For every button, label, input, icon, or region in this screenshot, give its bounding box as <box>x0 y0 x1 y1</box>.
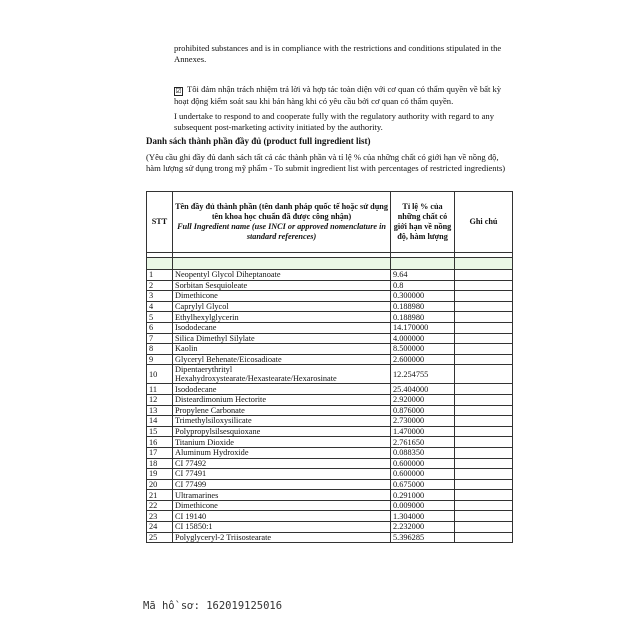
cell-stt: 10 <box>147 365 173 384</box>
cell-name: Polyglyceryl-2 Triisostearate <box>173 532 391 543</box>
cell-stt: 20 <box>147 479 173 490</box>
table-row <box>147 500 513 511</box>
record-number: Mã hồ sơ: 162019125016 <box>143 600 283 612</box>
cell-note <box>455 416 513 427</box>
cell-name: Isododecane <box>173 384 391 395</box>
cell-stt: 22 <box>147 500 173 511</box>
cell-note <box>455 437 513 448</box>
table-row <box>147 416 513 427</box>
cell-name: Ultramarines <box>173 490 391 501</box>
cell-name: Isododecane <box>173 322 391 333</box>
cell-stt: 25 <box>147 532 173 543</box>
cell-pct: 2.920000 <box>391 394 455 405</box>
cell-stt: 23 <box>147 511 173 522</box>
cell-pct: 0.300000 <box>391 291 455 302</box>
cell-stt: 2 <box>147 280 173 291</box>
cell-note <box>455 511 513 522</box>
header-ingredient-name <box>173 192 391 253</box>
cell-pct: 0.600000 <box>391 458 455 469</box>
cell-stt: 3 <box>147 291 173 302</box>
cell-name: Titanium Dioxide <box>173 437 391 448</box>
section-instruction: (Yêu cầu ghi đầy đủ danh sách tất cả các thành phần và tỉ lệ % của những chất có giới hạn về nồng độ, hàm lượng sử dụng trong mỹ phẩm - To submit ingredient list with percentages of restricted ingredients) <box>146 152 506 173</box>
table-row <box>147 437 513 448</box>
cell-note <box>455 479 513 490</box>
ingredient-table <box>146 191 513 543</box>
table-row <box>147 344 513 355</box>
cell-pct: 2.730000 <box>391 416 455 427</box>
cell-stt: 11 <box>147 384 173 395</box>
cell-note <box>455 458 513 469</box>
cell-pct: 0.600000 <box>391 469 455 480</box>
table-row <box>147 291 513 302</box>
header-note: Ghi chú <box>455 192 513 253</box>
cell-note <box>455 469 513 480</box>
cell-note <box>455 270 513 281</box>
cell-name: CI 15850:1 <box>173 522 391 533</box>
cell-stt: 13 <box>147 405 173 416</box>
cell-stt: 17 <box>147 447 173 458</box>
cell-name: CI 77491 <box>173 469 391 480</box>
cell-note <box>455 500 513 511</box>
cell-stt: 1 <box>147 270 173 281</box>
cell-stt: 16 <box>147 437 173 448</box>
cell-name: Caprylyl Glycol <box>173 301 391 312</box>
cell-pct: 0.876000 <box>391 405 455 416</box>
cell-name: Trimethylsiloxysilicate <box>173 416 391 427</box>
commitment-paragraph-en: I undertake to respond to and cooperate fully with the regulatory authority with regard to any subsequent post-marketing activity initiated by the authority. <box>174 111 495 132</box>
cell-stt: 8 <box>147 344 173 355</box>
cell-note <box>455 291 513 302</box>
cell-name: Dipentaerythrityl Hexahydroxystearate/Hexastearate/Hexarosinate <box>173 365 391 384</box>
cell-name: Glyceryl Behenate/Eicosadioate <box>173 354 391 365</box>
cell-name: CI 19140 <box>173 511 391 522</box>
compliance-paragraph: prohibited substances and is in compliance with the restrictions and conditions stipulated in the Annexes. <box>174 43 502 64</box>
cell-note <box>455 354 513 365</box>
cell-pct: 25.404000 <box>391 384 455 395</box>
table-row <box>147 354 513 365</box>
table-row <box>147 333 513 344</box>
cell-note <box>455 522 513 533</box>
cell-note <box>455 490 513 501</box>
cell-pct: 0.675000 <box>391 479 455 490</box>
cell-stt: 24 <box>147 522 173 533</box>
cell-name: Sorbitan Sesquioleate <box>173 280 391 291</box>
table-header-row <box>147 192 513 253</box>
cell-name: Dimethicone <box>173 500 391 511</box>
header-name-en: Full Ingredient name (use INCI or approved nomenclature in standard references) <box>177 222 386 241</box>
table-highlight-row <box>147 258 513 270</box>
table-row <box>147 532 513 543</box>
table-row <box>147 490 513 501</box>
cell-note <box>455 333 513 344</box>
cell-name: Silica Dimethyl Silylate <box>173 333 391 344</box>
cell-stt: 12 <box>147 394 173 405</box>
cell-stt: 6 <box>147 322 173 333</box>
cell-name: CI 77499 <box>173 479 391 490</box>
cell-pct: 2.600000 <box>391 354 455 365</box>
cell-pct: 1.470000 <box>391 426 455 437</box>
cell-name: Dimethicone <box>173 291 391 302</box>
table-row <box>147 479 513 490</box>
cell-stt: 21 <box>147 490 173 501</box>
table-row <box>147 365 513 384</box>
cell-note <box>455 405 513 416</box>
commitment-text-vi: Tôi đảm nhận trách nhiệm trả lời và hợp tác toàn diện với cơ quan có thẩm quyền về bất kỳ hoạt động kiểm soát sau khi bán hàng khi có yêu cầu bởi cơ quan có thẩm quyền. <box>174 84 502 106</box>
cell-stt: 19 <box>147 469 173 480</box>
table-row <box>147 522 513 533</box>
cell-note <box>455 312 513 323</box>
header-name-vi: Tên đầy đủ thành phần (tên danh pháp quốc tế hoặc sử dụng tên khoa học chuẩn đã được công nhận) <box>175 202 388 221</box>
cell-note <box>455 280 513 291</box>
header-stt: STT <box>147 192 173 253</box>
cell-pct: 9.64 <box>391 270 455 281</box>
cell-note <box>455 394 513 405</box>
cell-pct: 4.000000 <box>391 333 455 344</box>
cell-pct: 0.009000 <box>391 500 455 511</box>
cell-pct: 2.761650 <box>391 437 455 448</box>
cell-note <box>455 532 513 543</box>
cell-name: Polypropylsilsesquioxane <box>173 426 391 437</box>
table-row <box>147 469 513 480</box>
table-row <box>147 301 513 312</box>
cell-pct: 0.291000 <box>391 490 455 501</box>
table-row <box>147 426 513 437</box>
cell-pct: 5.396285 <box>391 532 455 543</box>
cell-pct: 12.254755 <box>391 365 455 384</box>
cell-name: Kaolin <box>173 344 391 355</box>
cell-note <box>455 447 513 458</box>
cell-pct: 0.088350 <box>391 447 455 458</box>
cell-name: Aluminum Hydroxide <box>173 447 391 458</box>
cell-pct: 14.170000 <box>391 322 455 333</box>
header-percentage: Tỉ lệ % của những chất có giới hạn về nồng độ, hàm lượng <box>391 192 455 253</box>
table-row <box>147 312 513 323</box>
table-row <box>147 280 513 291</box>
cell-pct: 2.232000 <box>391 522 455 533</box>
table-row <box>147 511 513 522</box>
cell-stt: 18 <box>147 458 173 469</box>
cell-stt: 14 <box>147 416 173 427</box>
table-row <box>147 447 513 458</box>
table-row <box>147 384 513 395</box>
cell-pct: 0.8 <box>391 280 455 291</box>
cell-name: CI 77492 <box>173 458 391 469</box>
checkbox-checked[interactable]: ☑ <box>175 87 182 95</box>
cell-note <box>455 426 513 437</box>
cell-stt: 9 <box>147 354 173 365</box>
table-body <box>147 270 513 543</box>
cell-name: Propylene Carbonate <box>173 405 391 416</box>
table-row <box>147 405 513 416</box>
cell-note <box>455 384 513 395</box>
cell-name: Disteardimonium Hectorite <box>173 394 391 405</box>
cell-stt: 4 <box>147 301 173 312</box>
section-heading: Danh sách thành phần đầy đủ (product full ingredient list) <box>146 136 371 146</box>
cell-note <box>455 322 513 333</box>
table-row <box>147 394 513 405</box>
cell-pct: 0.188980 <box>391 301 455 312</box>
cell-note <box>455 344 513 355</box>
cell-stt: 7 <box>147 333 173 344</box>
table-row <box>147 270 513 281</box>
cell-pct: 1.304000 <box>391 511 455 522</box>
cell-pct: 0.188980 <box>391 312 455 323</box>
cell-name: Ethylhexylglycerin <box>173 312 391 323</box>
commitment-paragraph-vi <box>174 84 510 107</box>
cell-note <box>455 365 513 384</box>
cell-name: Neopentyl Glycol Diheptanoate <box>173 270 391 281</box>
table-row <box>147 458 513 469</box>
table-row <box>147 322 513 333</box>
cell-stt: 5 <box>147 312 173 323</box>
cell-pct: 8.500000 <box>391 344 455 355</box>
cell-stt: 15 <box>147 426 173 437</box>
cell-note <box>455 301 513 312</box>
